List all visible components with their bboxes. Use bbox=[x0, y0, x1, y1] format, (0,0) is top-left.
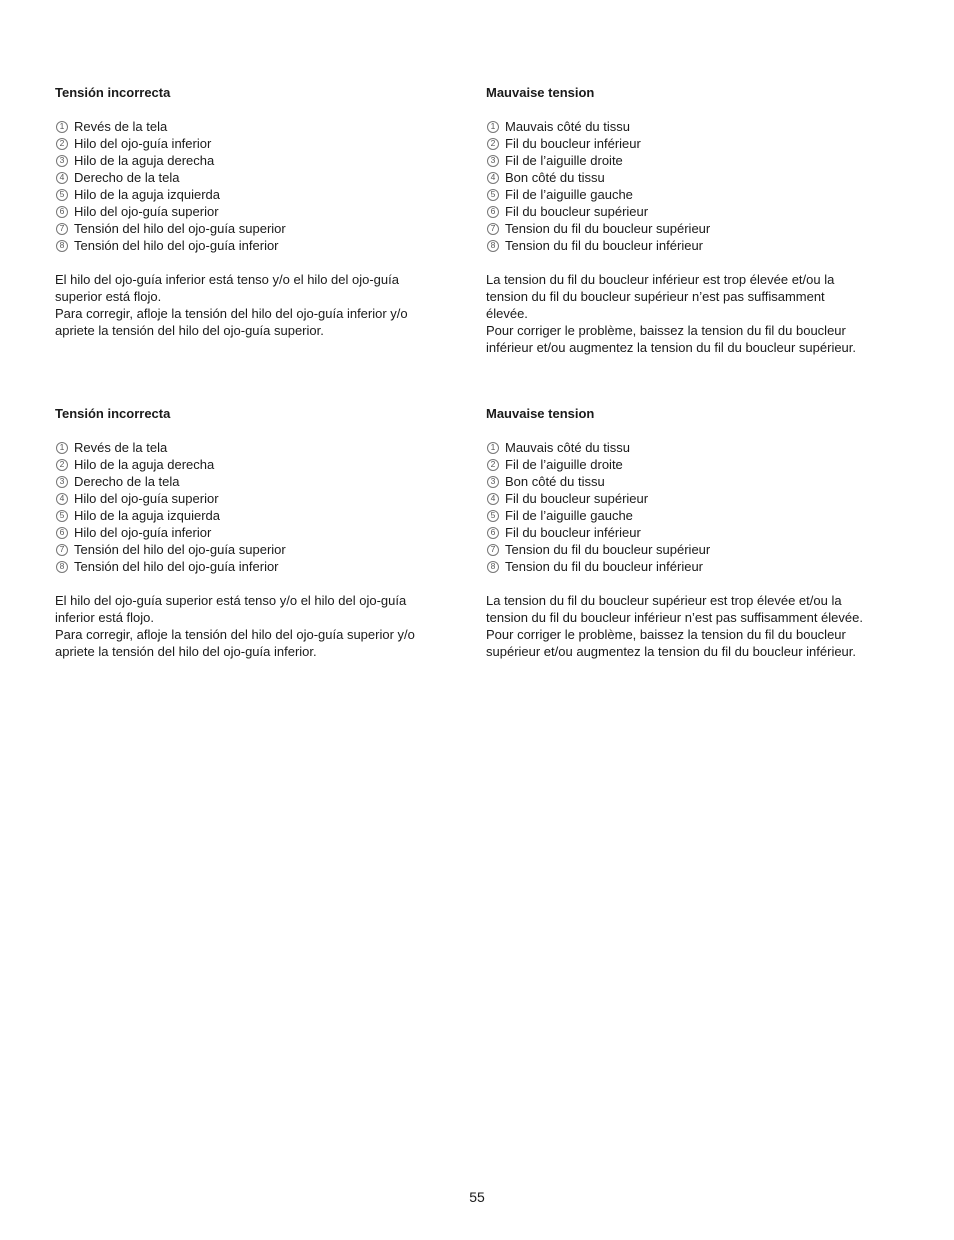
circled-number: 8 bbox=[56, 240, 68, 252]
list-item bbox=[486, 186, 906, 203]
paragraph: Para corregir, afloje la tensión del hilo del ojo-guía inferior y/o apriete la tensión del hilo del ojo-guía superior. bbox=[55, 306, 408, 338]
list-item bbox=[55, 169, 475, 186]
list-item-text: Tensión del hilo del ojo-guía superior bbox=[74, 542, 286, 557]
list-item bbox=[486, 169, 906, 186]
list-item-text: Tension du fil du boucleur supérieur bbox=[505, 542, 711, 557]
list-item bbox=[486, 456, 906, 473]
list-item bbox=[486, 524, 906, 541]
list-item bbox=[55, 237, 475, 254]
circled-number: 4 bbox=[487, 172, 499, 184]
list-item-text: Bon côté du tissu bbox=[505, 170, 605, 185]
circled-number: 4 bbox=[56, 493, 68, 505]
numbered-list bbox=[486, 118, 906, 254]
list-item-text: Fil de l’aiguille gauche bbox=[505, 187, 633, 202]
paragraph: La tension du fil du boucleur supérieur est trop élevée et/ou la tension du fil du boucleur inférieur n’est pas suffisamment élevée. bbox=[486, 593, 863, 625]
list-item-text: Fil de l’aiguille droite bbox=[505, 153, 623, 168]
list-item-text: Fil du boucleur inférieur bbox=[505, 525, 641, 540]
list-item bbox=[486, 203, 906, 220]
circled-number: 8 bbox=[487, 240, 499, 252]
list-item bbox=[55, 558, 475, 575]
list-item bbox=[55, 456, 475, 473]
numbered-list bbox=[55, 439, 475, 575]
explanation-text bbox=[55, 271, 475, 339]
list-item-text: Bon côté du tissu bbox=[505, 474, 605, 489]
circled-number: 2 bbox=[487, 138, 499, 150]
circled-number: 5 bbox=[56, 189, 68, 201]
paragraph: El hilo del ojo-guía superior está tenso y/o el hilo del ojo-guía inferior está flojo. bbox=[55, 593, 407, 625]
circled-number: 5 bbox=[56, 510, 68, 522]
list-item-text: Tension du fil du boucleur inférieur bbox=[505, 238, 704, 253]
list-item bbox=[55, 490, 475, 507]
list-item bbox=[55, 118, 475, 135]
circled-number: 7 bbox=[56, 544, 68, 556]
list-item-text: Hilo de la aguja derecha bbox=[74, 457, 215, 472]
list-item bbox=[55, 135, 475, 152]
list-item-text: Mauvais côté du tissu bbox=[505, 119, 631, 134]
list-item-text: Fil du boucleur supérieur bbox=[505, 491, 649, 506]
explanation-text bbox=[55, 592, 475, 660]
list-item bbox=[486, 152, 906, 169]
circled-number: 3 bbox=[487, 476, 499, 488]
numbered-list bbox=[55, 118, 475, 254]
section-heading: Tensión incorrecta bbox=[55, 406, 171, 421]
section-heading: Mauvaise tension bbox=[486, 85, 595, 100]
list-item-text: Hilo de la aguja izquierda bbox=[74, 187, 220, 202]
paragraph: Pour corriger le problème, baissez la tension du fil du boucleur supérieur et/ou augmentez la tension du fil du boucleur inférieur. bbox=[486, 627, 857, 659]
circled-number: 3 bbox=[56, 155, 68, 167]
explanation-text bbox=[486, 271, 906, 356]
list-item-text: Derecho de la tela bbox=[74, 474, 180, 489]
list-item-text: Hilo del ojo-guía superior bbox=[74, 491, 219, 506]
section-heading: Tensión incorrecta bbox=[55, 85, 171, 100]
list-item bbox=[55, 507, 475, 524]
list-item bbox=[486, 220, 906, 237]
circled-number: 2 bbox=[487, 459, 499, 471]
circled-number: 1 bbox=[487, 121, 499, 133]
list-item bbox=[486, 439, 906, 456]
list-item-text: Hilo del ojo-guía superior bbox=[74, 204, 219, 219]
list-item-text: Tensión del hilo del ojo-guía inferior bbox=[74, 559, 279, 574]
circled-number: 6 bbox=[56, 206, 68, 218]
list-item-text: Mauvais côté du tissu bbox=[505, 440, 631, 455]
list-item bbox=[486, 507, 906, 524]
list-item bbox=[486, 473, 906, 490]
paragraph: Para corregir, afloje la tensión del hilo del ojo-guía superior y/o apriete la tensión del hilo del ojo-guía inferior. bbox=[55, 627, 415, 659]
list-item-text: Revés de la tela bbox=[74, 440, 168, 455]
circled-number: 5 bbox=[487, 189, 499, 201]
list-item-text: Derecho de la tela bbox=[74, 170, 180, 185]
circled-number: 6 bbox=[487, 206, 499, 218]
page-number: 55 bbox=[469, 1189, 485, 1205]
list-item-text: Hilo de la aguja izquierda bbox=[74, 508, 220, 523]
list-item bbox=[55, 186, 475, 203]
circled-number: 4 bbox=[56, 172, 68, 184]
circled-number: 7 bbox=[487, 223, 499, 235]
list-item-text: Tensión del hilo del ojo-guía inferior bbox=[74, 238, 279, 253]
section-heading: Mauvaise tension bbox=[486, 406, 595, 421]
paragraph: La tension du fil du boucleur inférieur est trop élevée et/ou la tension du fil du boucleur supérieur n’est pas suffisamment élevée. bbox=[486, 272, 835, 321]
list-item-text: Fil du boucleur inférieur bbox=[505, 136, 641, 151]
list-item-text: Hilo del ojo-guía inferior bbox=[74, 525, 212, 540]
section-2-spanish bbox=[55, 405, 475, 660]
list-item-text: Fil de l’aiguille droite bbox=[505, 457, 623, 472]
list-item bbox=[486, 118, 906, 135]
list-item-text: Hilo de la aguja derecha bbox=[74, 153, 215, 168]
list-item-text: Tensión del hilo del ojo-guía superior bbox=[74, 221, 286, 236]
circled-number: 4 bbox=[487, 493, 499, 505]
circled-number: 6 bbox=[56, 527, 68, 539]
circled-number: 5 bbox=[487, 510, 499, 522]
list-item-text: Tension du fil du boucleur supérieur bbox=[505, 221, 711, 236]
circled-number: 7 bbox=[56, 223, 68, 235]
circled-number: 2 bbox=[56, 138, 68, 150]
list-item bbox=[486, 135, 906, 152]
circled-number: 1 bbox=[487, 442, 499, 454]
circled-number: 1 bbox=[56, 121, 68, 133]
circled-number: 6 bbox=[487, 527, 499, 539]
list-item bbox=[486, 237, 906, 254]
list-item bbox=[55, 152, 475, 169]
paragraph: Pour corriger le problème, baissez la tension du fil du boucleur inférieur et/ou augmentez la tension du fil du boucleur supérieur. bbox=[486, 323, 857, 355]
list-item bbox=[486, 541, 906, 558]
list-item-text: Tension du fil du boucleur inférieur bbox=[505, 559, 704, 574]
circled-number: 8 bbox=[487, 561, 499, 573]
section-1-french bbox=[486, 84, 906, 356]
list-item bbox=[486, 558, 906, 575]
list-item-text: Fil de l’aiguille gauche bbox=[505, 508, 633, 523]
list-item-text: Fil du boucleur supérieur bbox=[505, 204, 649, 219]
section-1-spanish bbox=[55, 84, 475, 339]
list-item bbox=[55, 524, 475, 541]
circled-number: 7 bbox=[487, 544, 499, 556]
list-item bbox=[55, 439, 475, 456]
list-item bbox=[55, 203, 475, 220]
circled-number: 1 bbox=[56, 442, 68, 454]
list-item bbox=[486, 490, 906, 507]
circled-number: 3 bbox=[56, 476, 68, 488]
list-item bbox=[55, 541, 475, 558]
list-item bbox=[55, 473, 475, 490]
circled-number: 8 bbox=[56, 561, 68, 573]
list-item bbox=[55, 220, 475, 237]
explanation-text bbox=[486, 592, 906, 660]
section-2-french bbox=[486, 405, 906, 660]
circled-number: 2 bbox=[56, 459, 68, 471]
paragraph: El hilo del ojo-guía inferior está tenso y/o el hilo del ojo-guía superior está flojo. bbox=[55, 272, 399, 304]
numbered-list bbox=[486, 439, 906, 575]
list-item-text: Hilo del ojo-guía inferior bbox=[74, 136, 212, 151]
list-item-text: Revés de la tela bbox=[74, 119, 168, 134]
circled-number: 3 bbox=[487, 155, 499, 167]
